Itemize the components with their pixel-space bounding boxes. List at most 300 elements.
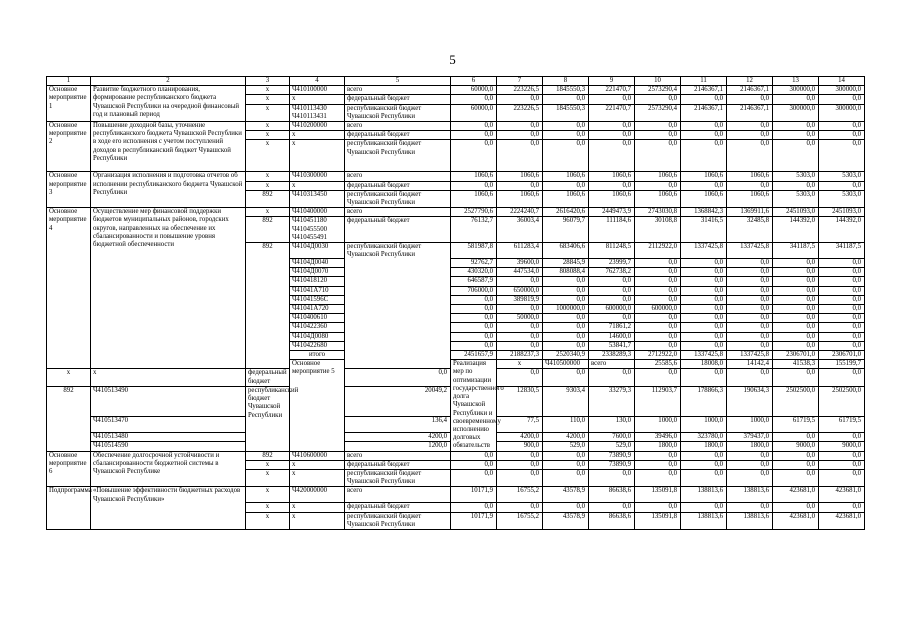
amount-cell: 2451657,9 — [451, 351, 497, 360]
amount-cell: 1060,6 — [497, 190, 543, 207]
header-cell: 2 — [91, 77, 246, 86]
amount-cell: 138813,6 — [727, 512, 773, 529]
target-article-cell: x — [91, 369, 246, 386]
amount-cell: 1060,6 — [727, 190, 773, 207]
amount-cell: 0,0 — [819, 323, 865, 332]
amount-cell: 0,0 — [345, 369, 451, 386]
target-article-cell: Ч410514590 — [91, 442, 246, 451]
amount-cell: 0,0 — [543, 369, 589, 386]
amount-cell: 4200,0 — [345, 433, 451, 442]
gpbs-code-cell: x — [246, 487, 290, 503]
header-cell: 8 — [543, 77, 589, 86]
amount-cell: 2451093,0 — [819, 208, 865, 217]
amount-cell: 0,0 — [589, 181, 635, 190]
amount-cell: 0,0 — [773, 181, 819, 190]
amount-cell: 16755,2 — [497, 512, 543, 529]
amount-cell: 43578,9 — [543, 487, 589, 503]
amount-cell: 1060,6 — [543, 172, 589, 181]
amount-cell: 0,0 — [497, 460, 543, 469]
activity-description-cell: «Повышение эффективности бюджетных расходов Чувашской Республики» — [91, 487, 246, 530]
activity-description-cell: Обеспечение долгосрочной устойчивости и сбалансированности бюджетной системы в Чувашской Республике — [91, 451, 246, 487]
amount-cell: 0,0 — [589, 122, 635, 131]
amount-cell: 423681,0 — [819, 512, 865, 529]
amount-cell: 0,0 — [819, 305, 865, 314]
amount-cell: 71861,2 — [589, 323, 635, 332]
amount-cell: 1800,0 — [681, 442, 727, 451]
amount-cell: 0,0 — [819, 369, 865, 386]
amount-cell: 0,0 — [681, 503, 727, 512]
amount-cell: 144392,0 — [773, 217, 819, 243]
table-row — [47, 172, 865, 181]
amount-cell: 1060,6 — [727, 172, 773, 181]
target-article-cell: Ч420000000 — [290, 487, 345, 503]
amount-cell: 0,0 — [497, 369, 543, 386]
funding-source-cell: федеральный бюджет — [345, 95, 451, 104]
amount-cell: 0,0 — [497, 332, 543, 341]
amount-cell: 73890,9 — [589, 451, 635, 460]
amount-cell: 0,0 — [681, 305, 727, 314]
amount-cell: 1060,6 — [589, 190, 635, 207]
target-article-cell: Ч410513470 — [91, 417, 246, 433]
amount-cell: 144392,0 — [819, 217, 865, 243]
funding-source-cell: федеральный бюджет — [345, 181, 451, 190]
amount-cell: 706000,0 — [451, 286, 497, 295]
amount-cell: 0,0 — [543, 469, 589, 486]
amount-cell: 379437,0 — [727, 433, 773, 442]
amount-cell: 221470,7 — [589, 104, 635, 121]
header-row — [47, 77, 865, 86]
funding-source-cell: всего — [345, 172, 451, 181]
amount-cell: 2146367,1 — [727, 86, 773, 95]
amount-cell: 0,0 — [727, 95, 773, 104]
gpbs-code-cell: 892 — [246, 451, 290, 460]
amount-cell: 447534,0 — [497, 268, 543, 277]
amount-cell: 50000,0 — [497, 314, 543, 323]
target-article-cell: Ч41041А710 — [290, 286, 345, 295]
activity-description-cell: Реализация мер по оптимизации государственного долга Чувашской Республики и своевременному исполнению долговых обязательств — [451, 360, 497, 451]
amount-cell: 86638,6 — [589, 487, 635, 503]
amount-cell: 0,0 — [635, 140, 681, 172]
activity-name-cell: Основное мероприятие 2 — [47, 122, 91, 172]
gpbs-code-cell: x — [246, 172, 290, 181]
amount-cell: 0,0 — [681, 140, 727, 172]
amount-cell: 300000,0 — [773, 104, 819, 121]
amount-cell: 25585,6 — [635, 360, 681, 369]
amount-cell: 0,0 — [727, 181, 773, 190]
target-article-cell: Ч410451180 Ч410455500 Ч410455491 — [290, 217, 345, 243]
amount-cell: 2306701,0 — [819, 351, 865, 360]
funding-source-cell: республиканский бюджет Чувашской Республики — [345, 469, 451, 486]
amount-cell: 430320,0 — [451, 268, 497, 277]
amount-cell: 1337425,8 — [681, 351, 727, 360]
header-cell: 7 — [497, 77, 543, 86]
amount-cell: 0,0 — [681, 295, 727, 304]
amount-cell: 0,0 — [589, 314, 635, 323]
target-article-cell: Ч4104Д0030 — [290, 243, 345, 259]
activity-description-cell: Осуществление мер финансовой поддержки бюджетов муниципальных районов, городских округов, направленных на обеспечение их сбалансированности и повышение уровня бюджетной обеспеченности — [91, 208, 246, 369]
table-row — [47, 122, 865, 131]
amount-cell: 39496,0 — [635, 433, 681, 442]
amount-cell: 2338289,3 — [589, 351, 635, 360]
target-article-cell: Ч410600000 — [290, 451, 345, 460]
amount-cell: 0,0 — [773, 131, 819, 140]
target-article-cell: x — [290, 460, 345, 469]
amount-cell: 5303,0 — [773, 172, 819, 181]
amount-cell: 2502500,0 — [819, 386, 865, 416]
gpbs-code-cell: 892 — [246, 243, 290, 369]
gpbs-code-cell: x — [246, 104, 290, 121]
amount-cell: 2451093,0 — [773, 208, 819, 217]
amount-cell: 0,0 — [819, 268, 865, 277]
amount-cell: 0,0 — [497, 122, 543, 131]
funding-source-cell: федеральный бюджет — [345, 503, 451, 512]
amount-cell: 2146367,1 — [681, 104, 727, 121]
amount-cell: 0,0 — [635, 295, 681, 304]
amount-cell: 0,0 — [681, 95, 727, 104]
amount-cell: 0,0 — [589, 286, 635, 295]
target-article-cell: Ч4104Д0040 — [290, 259, 345, 268]
header-cell: 6 — [451, 77, 497, 86]
target-article-cell: Ч410200000 — [290, 122, 345, 131]
target-article-cell: Ч410300000 — [290, 172, 345, 181]
amount-cell: 0,0 — [727, 332, 773, 341]
amount-cell: 0,0 — [543, 277, 589, 286]
funding-source-cell: всего — [345, 208, 451, 217]
amount-cell: 0,0 — [773, 323, 819, 332]
amount-cell: 0,0 — [727, 122, 773, 131]
amount-cell: 0,0 — [635, 277, 681, 286]
amount-cell: 0,0 — [681, 341, 727, 350]
funding-source-cell: всего — [345, 487, 451, 503]
amount-cell: 0,0 — [819, 131, 865, 140]
amount-cell: 0,0 — [727, 369, 773, 386]
amount-cell: 130,0 — [589, 417, 635, 433]
amount-cell: 2527790,6 — [451, 208, 497, 217]
amount-cell: 323780,0 — [681, 433, 727, 442]
amount-cell: 23999,7 — [589, 259, 635, 268]
target-article-cell: Ч410513490 — [91, 386, 246, 416]
amount-cell: 2520340,9 — [543, 351, 589, 360]
amount-cell: 0,0 — [773, 369, 819, 386]
amount-cell: 36003,4 — [497, 217, 543, 243]
gpbs-code-cell: x — [246, 95, 290, 104]
amount-cell: 0,0 — [497, 277, 543, 286]
header-cell: 10 — [635, 77, 681, 86]
amount-cell: 0,0 — [681, 268, 727, 277]
amount-cell: 0,0 — [727, 305, 773, 314]
amount-cell: 0,0 — [543, 332, 589, 341]
amount-cell: 0,0 — [773, 268, 819, 277]
gpbs-code-cell: x — [497, 360, 543, 369]
target-article-cell: Ч41041А720 — [290, 305, 345, 314]
funding-source-cell: федеральный бюджет — [345, 217, 451, 243]
header-cell: 12 — [727, 77, 773, 86]
amount-cell: 600000,0 — [589, 305, 635, 314]
amount-cell: 112903,7 — [635, 386, 681, 416]
amount-cell: 0,0 — [451, 341, 497, 350]
amount-cell: 0,0 — [681, 259, 727, 268]
amount-cell: 31416,5 — [681, 217, 727, 243]
amount-cell: 0,0 — [727, 286, 773, 295]
amount-cell: 39600,0 — [497, 259, 543, 268]
header-cell: 14 — [819, 77, 865, 86]
amount-cell: 0,0 — [451, 140, 497, 172]
amount-cell: 223226,5 — [497, 86, 543, 95]
amount-cell: 0,0 — [773, 295, 819, 304]
target-article-cell: Ч410100000 — [290, 86, 345, 95]
amount-cell: 0,0 — [727, 259, 773, 268]
amount-cell: 14142,4 — [727, 360, 773, 369]
amount-cell: 2146367,1 — [681, 86, 727, 95]
header-cell: 13 — [773, 77, 819, 86]
amount-cell: 10171,9 — [451, 512, 497, 529]
amount-cell: 2224240,7 — [497, 208, 543, 217]
target-article-cell: Ч410422360 — [290, 323, 345, 332]
amount-cell: 0,0 — [543, 122, 589, 131]
amount-cell: 650000,0 — [497, 286, 543, 295]
amount-cell: 0,0 — [773, 277, 819, 286]
target-article-cell: Ч410500000 — [543, 360, 589, 369]
amount-cell: 0,0 — [773, 503, 819, 512]
amount-cell: 2306701,0 — [773, 351, 819, 360]
amount-cell: 135091,8 — [635, 512, 681, 529]
amount-cell: 9303,4 — [543, 386, 589, 416]
target-article-cell: x — [290, 503, 345, 512]
gpbs-code-cell: x — [246, 86, 290, 95]
amount-cell: 77,5 — [497, 417, 543, 433]
table-row — [47, 487, 865, 503]
amount-cell: 0,0 — [819, 460, 865, 469]
amount-cell: 138813,6 — [681, 512, 727, 529]
amount-cell: 0,0 — [819, 332, 865, 341]
amount-cell: 0,0 — [819, 314, 865, 323]
amount-cell: 0,0 — [451, 332, 497, 341]
amount-cell: 0,0 — [727, 277, 773, 286]
amount-cell: 0,0 — [681, 451, 727, 460]
amount-cell: 110,0 — [543, 417, 589, 433]
amount-cell: 1800,0 — [635, 442, 681, 451]
gpbs-code-cell: x — [246, 469, 290, 486]
gpbs-code-cell: x — [47, 369, 91, 386]
amount-cell: 1060,6 — [635, 190, 681, 207]
funding-source-cell: всего — [589, 360, 635, 369]
table-row — [47, 208, 865, 217]
activity-name-cell: Основное мероприятие 5 — [290, 360, 345, 451]
amount-cell: 0,0 — [635, 181, 681, 190]
amount-cell: 0,0 — [589, 277, 635, 286]
amount-cell: 1060,6 — [681, 190, 727, 207]
header-cell: 1 — [47, 77, 91, 86]
target-article-cell: Ч410113430 Ч410113431 — [290, 104, 345, 121]
amount-cell: 0,0 — [635, 314, 681, 323]
amount-cell: 0,0 — [589, 295, 635, 304]
amount-cell: 43578,9 — [543, 512, 589, 529]
amount-cell: 60000,0 — [451, 86, 497, 95]
funding-source-cell: республиканский бюджет Чувашской Республики — [345, 140, 451, 172]
amount-cell: 529,0 — [543, 442, 589, 451]
amount-cell: 0,0 — [819, 95, 865, 104]
amount-cell: 0,0 — [543, 95, 589, 104]
amount-cell: 41538,3 — [773, 360, 819, 369]
amount-cell: 5303,0 — [819, 190, 865, 207]
gpbs-code-cell: x — [246, 181, 290, 190]
amount-cell: 0,0 — [497, 341, 543, 350]
amount-cell: 0,0 — [727, 131, 773, 140]
amount-cell: 1845550,3 — [543, 86, 589, 95]
amount-cell: 0,0 — [727, 314, 773, 323]
amount-cell: 0,0 — [727, 451, 773, 460]
amount-cell: 341187,5 — [819, 243, 865, 259]
amount-cell: 900,0 — [497, 442, 543, 451]
amount-cell: 0,0 — [819, 433, 865, 442]
amount-cell: 0,0 — [543, 460, 589, 469]
amount-cell: 0,0 — [497, 181, 543, 190]
funding-source-cell: всего — [345, 86, 451, 95]
amount-cell: 0,0 — [543, 131, 589, 140]
amount-cell: 178866,3 — [681, 386, 727, 416]
header-cell: 9 — [589, 77, 635, 86]
amount-cell: 0,0 — [635, 323, 681, 332]
amount-cell: 0,0 — [589, 131, 635, 140]
amount-cell: 423681,0 — [773, 512, 819, 529]
amount-cell: 135091,8 — [635, 487, 681, 503]
target-article-cell: Ч410400000 — [290, 208, 345, 217]
amount-cell: 0,0 — [635, 469, 681, 486]
amount-cell: 0,0 — [681, 122, 727, 131]
amount-cell: 0,0 — [773, 286, 819, 295]
amount-cell: 0,0 — [819, 295, 865, 304]
amount-cell: 33279,3 — [589, 386, 635, 416]
target-article-cell: Ч410422680 — [290, 341, 345, 350]
amount-cell: 0,0 — [451, 451, 497, 460]
amount-cell: 1337425,8 — [727, 351, 773, 360]
amount-cell: 0,0 — [543, 323, 589, 332]
amount-cell: 0,0 — [543, 503, 589, 512]
amount-cell: 2573290,4 — [635, 104, 681, 121]
target-article-cell: Ч410418120 — [290, 277, 345, 286]
amount-cell: 223226,5 — [497, 104, 543, 121]
amount-cell: 0,0 — [773, 305, 819, 314]
amount-cell: 0,0 — [819, 122, 865, 131]
amount-cell: 0,0 — [727, 469, 773, 486]
amount-cell: 0,0 — [635, 259, 681, 268]
amount-cell: 1060,6 — [543, 190, 589, 207]
target-article-cell: x — [290, 131, 345, 140]
amount-cell: 0,0 — [773, 341, 819, 350]
amount-cell: 0,0 — [819, 277, 865, 286]
amount-cell: 1060,6 — [451, 190, 497, 207]
amount-cell: 0,0 — [681, 314, 727, 323]
amount-cell: 76132,7 — [451, 217, 497, 243]
header-cell: 11 — [681, 77, 727, 86]
amount-cell: 0,0 — [451, 181, 497, 190]
amount-cell: 0,0 — [819, 286, 865, 295]
amount-cell: 5303,0 — [819, 172, 865, 181]
amount-cell: 0,0 — [543, 286, 589, 295]
target-article-cell: Ч410313450 — [290, 190, 345, 207]
amount-cell: 0,0 — [727, 268, 773, 277]
amount-cell: 0,0 — [497, 305, 543, 314]
amount-cell: 0,0 — [819, 140, 865, 172]
amount-cell: 0,0 — [543, 451, 589, 460]
funding-source-cell: всего — [345, 451, 451, 460]
target-article-cell: Ч4104Д0080 — [290, 332, 345, 341]
funding-source-cell: республиканский бюджет Чувашской Республики — [345, 243, 451, 369]
amount-cell: 0,0 — [773, 95, 819, 104]
amount-cell: 611283,4 — [497, 243, 543, 259]
amount-cell: 0,0 — [543, 314, 589, 323]
amount-cell: 0,0 — [727, 140, 773, 172]
amount-cell: 0,0 — [589, 469, 635, 486]
activity-name-cell: Подпрограмма — [47, 487, 91, 530]
amount-cell: 600000,0 — [635, 305, 681, 314]
amount-cell: 0,0 — [497, 451, 543, 460]
target-article-cell: Ч410400610 — [290, 314, 345, 323]
gpbs-code-cell: x — [246, 122, 290, 131]
amount-cell: 155199,7 — [819, 360, 865, 369]
funding-source-cell: республиканский бюджет Чувашской Республики — [246, 386, 290, 451]
amount-cell: 2112922,0 — [635, 243, 681, 259]
amount-cell: 0,0 — [681, 332, 727, 341]
amount-cell: 2188237,3 — [497, 351, 543, 360]
gpbs-code-cell: x — [246, 131, 290, 140]
amount-cell: 1000,0 — [635, 417, 681, 433]
amount-cell: 0,0 — [635, 332, 681, 341]
activity-description-cell: Организация исполнения и подготовка отчетов об исполнении республиканского бюджета Чувашской Республики — [91, 172, 246, 208]
amount-cell: 1060,6 — [497, 172, 543, 181]
amount-cell: 0,0 — [727, 295, 773, 304]
amount-cell: 0,0 — [543, 295, 589, 304]
amount-cell: 0,0 — [635, 341, 681, 350]
amount-cell: 190634,3 — [727, 386, 773, 416]
amount-cell: 1000000,0 — [543, 305, 589, 314]
header-cell: 3 — [246, 77, 290, 86]
amount-cell: 1369911,6 — [727, 208, 773, 217]
amount-cell: 0,0 — [773, 140, 819, 172]
amount-cell: 0,0 — [681, 469, 727, 486]
table-row — [47, 86, 865, 95]
amount-cell: 341187,5 — [773, 243, 819, 259]
amount-cell: 0,0 — [727, 341, 773, 350]
target-article-cell: x — [290, 181, 345, 190]
budget-table — [46, 76, 865, 530]
amount-cell: 0,0 — [635, 369, 681, 386]
amount-cell: 0,0 — [497, 503, 543, 512]
amount-cell: 2712922,0 — [635, 351, 681, 360]
amount-cell: 1845550,3 — [543, 104, 589, 121]
target-article-cell: x — [290, 469, 345, 486]
amount-cell: 0,0 — [681, 460, 727, 469]
amount-cell: 0,0 — [773, 460, 819, 469]
amount-cell: 60000,0 — [451, 104, 497, 121]
amount-cell: 221470,7 — [589, 86, 635, 95]
amount-cell: 0,0 — [681, 277, 727, 286]
amount-cell: 808088,4 — [543, 268, 589, 277]
amount-cell: 2449473,9 — [589, 208, 635, 217]
amount-cell: 0,0 — [681, 286, 727, 295]
amount-cell: 30108,8 — [635, 217, 681, 243]
amount-cell: 4200,0 — [543, 433, 589, 442]
amount-cell: 0,0 — [635, 286, 681, 295]
amount-cell: 0,0 — [451, 460, 497, 469]
amount-cell: 0,0 — [497, 469, 543, 486]
amount-cell: 683406,6 — [543, 243, 589, 259]
table-row — [47, 451, 865, 460]
amount-cell: 73890,9 — [589, 460, 635, 469]
amount-cell: 0,0 — [497, 323, 543, 332]
target-article-cell: Ч410513480 — [91, 433, 246, 442]
amount-cell: 0,0 — [543, 140, 589, 172]
